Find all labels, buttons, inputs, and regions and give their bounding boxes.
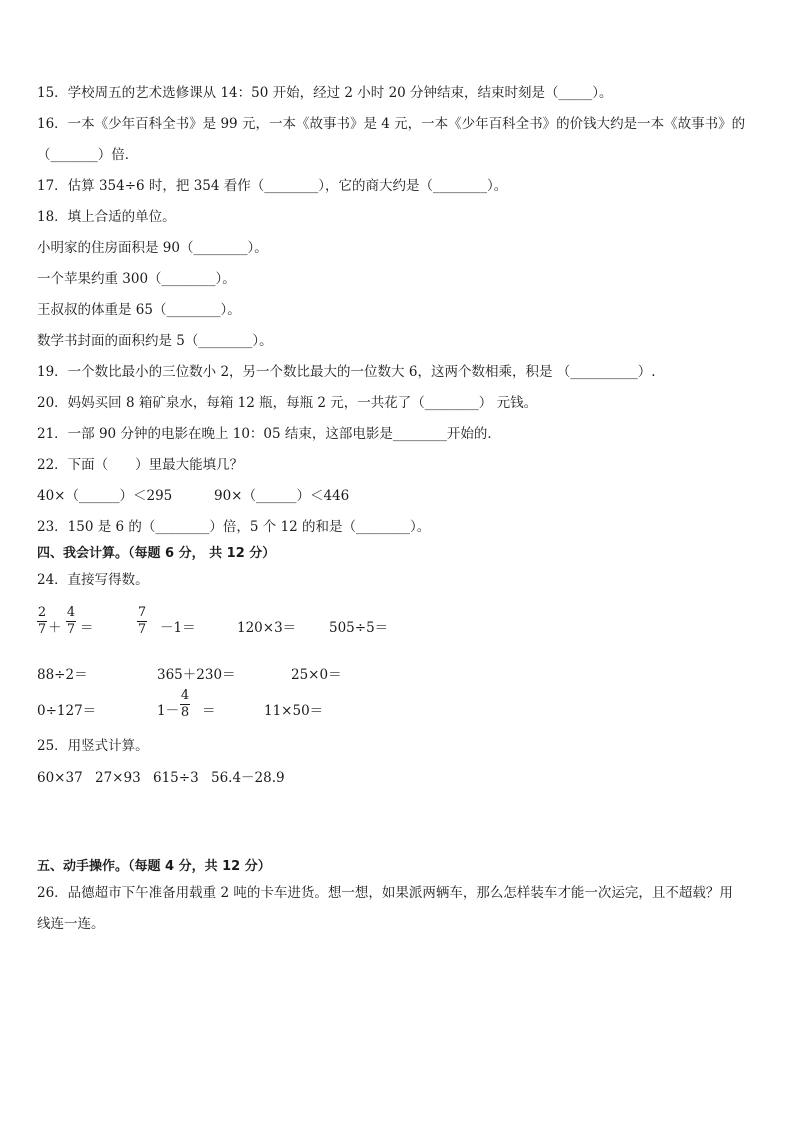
one-minus: 1－ [157,703,180,719]
calc-0div127: 0÷127＝ [37,703,97,719]
vertical-calc-2: 27×93 [95,770,141,786]
vertical-calc-3: 615÷3 [153,770,199,786]
vertical-calc-4: 56.4－28.9 [211,770,285,786]
question-19: 19．一个数比最小的三位数小 2，另一个数比最大的一位数大 6，这两个数相乘，积是 （__________）. [37,364,656,380]
calc-365plus230: 365＋230＝ [157,667,236,683]
question-23: 23．150 是 6 的（________）倍，5 个 12 的和是（________）。 [37,519,431,535]
vertical-calc-1: 60×37 [37,770,83,786]
question-22-item1: 40×（______）＜295 [37,488,173,504]
minus-one-equals: －1＝ [160,620,196,636]
fraction-numerator: 7 [137,605,147,620]
question-22: 22．下面（ ）里最大能填几？ [37,457,244,473]
question-16-line1: 16．一本《少年百科全书》是 99 元，一本《故事书》是 4 元，一本《少年百科全书》的价钱大约是一本《故事书》的 [37,116,746,132]
section-4-heading: 四、我会计算。（每题 6 分， 共 12 分） [37,546,276,561]
question-18-item4: 数学书封面的面积约是 5（________）。 [37,333,273,349]
calc-25x0: 25×0＝ [291,667,342,683]
fraction-2-7 [37,606,47,637]
question-26-line1: 26．品德超市下午准备用载重 2 吨的卡车进货。想一想，如果派两辆车，那么怎样装车才能一次运完，且不超载？用 [37,885,733,901]
question-16-line2: （_______）倍． [37,147,139,163]
equals-sign: ＝ [80,620,94,636]
question-18-item2: 一个苹果约重 300（________）。 [37,271,236,287]
section-5-heading: 五、动手操作。（每题 4 分，共 12 分） [37,859,271,874]
question-21: 21．一部 90 分钟的电影在晚上 10：05 结束，这部电影是________开始的． [37,426,501,442]
calc-11x50: 11×50＝ [264,703,324,719]
fraction-7-7 [137,606,147,637]
question-15: 15．学校周五的艺术选修课从 14：50 开始，经过 2 小时 20 分钟结束，结束时刻是（_____）。 [37,85,613,101]
calc-505div5: 505÷5＝ [329,620,389,636]
fraction-4-7 [66,606,76,637]
fraction-numerator: 4 [66,605,76,620]
question-18-item3: 王叔叔的体重是 65（________）。 [37,302,241,318]
question-24: 24．直接写得数。 [37,572,149,588]
equals-sign: ＝ [202,703,216,719]
question-18-item1: 小明家的住房面积是 90（________）。 [37,240,268,256]
calc-120x3: 120×3＝ [237,620,297,636]
question-26-line2: 线连一连。 [37,916,105,932]
fraction-denominator: 7 [37,622,47,637]
fraction-denominator: 7 [137,622,147,637]
question-18: 18．填上合适的单位。 [37,209,176,225]
question-17: 17．估算 354÷6 时，把 354 看作（________），它的商大约是（________）。 [37,178,508,194]
question-22-item2: 90×（______）＜446 [214,488,350,504]
fraction-4-8 [180,689,190,720]
question-25: 25．用竖式计算。 [37,738,149,754]
question-20: 20．妈妈买回 8 箱矿泉水，每箱 12 瓶，每瓶 2 元，一共花了（________） 元钱。 [37,395,538,411]
fraction-numerator: 2 [37,605,47,620]
fraction-denominator: 8 [180,705,190,720]
fraction-numerator: 4 [180,688,190,703]
plus-sign: ＋ [48,620,62,636]
fraction-denominator: 7 [66,622,76,637]
calc-88div2: 88÷2＝ [37,667,88,683]
